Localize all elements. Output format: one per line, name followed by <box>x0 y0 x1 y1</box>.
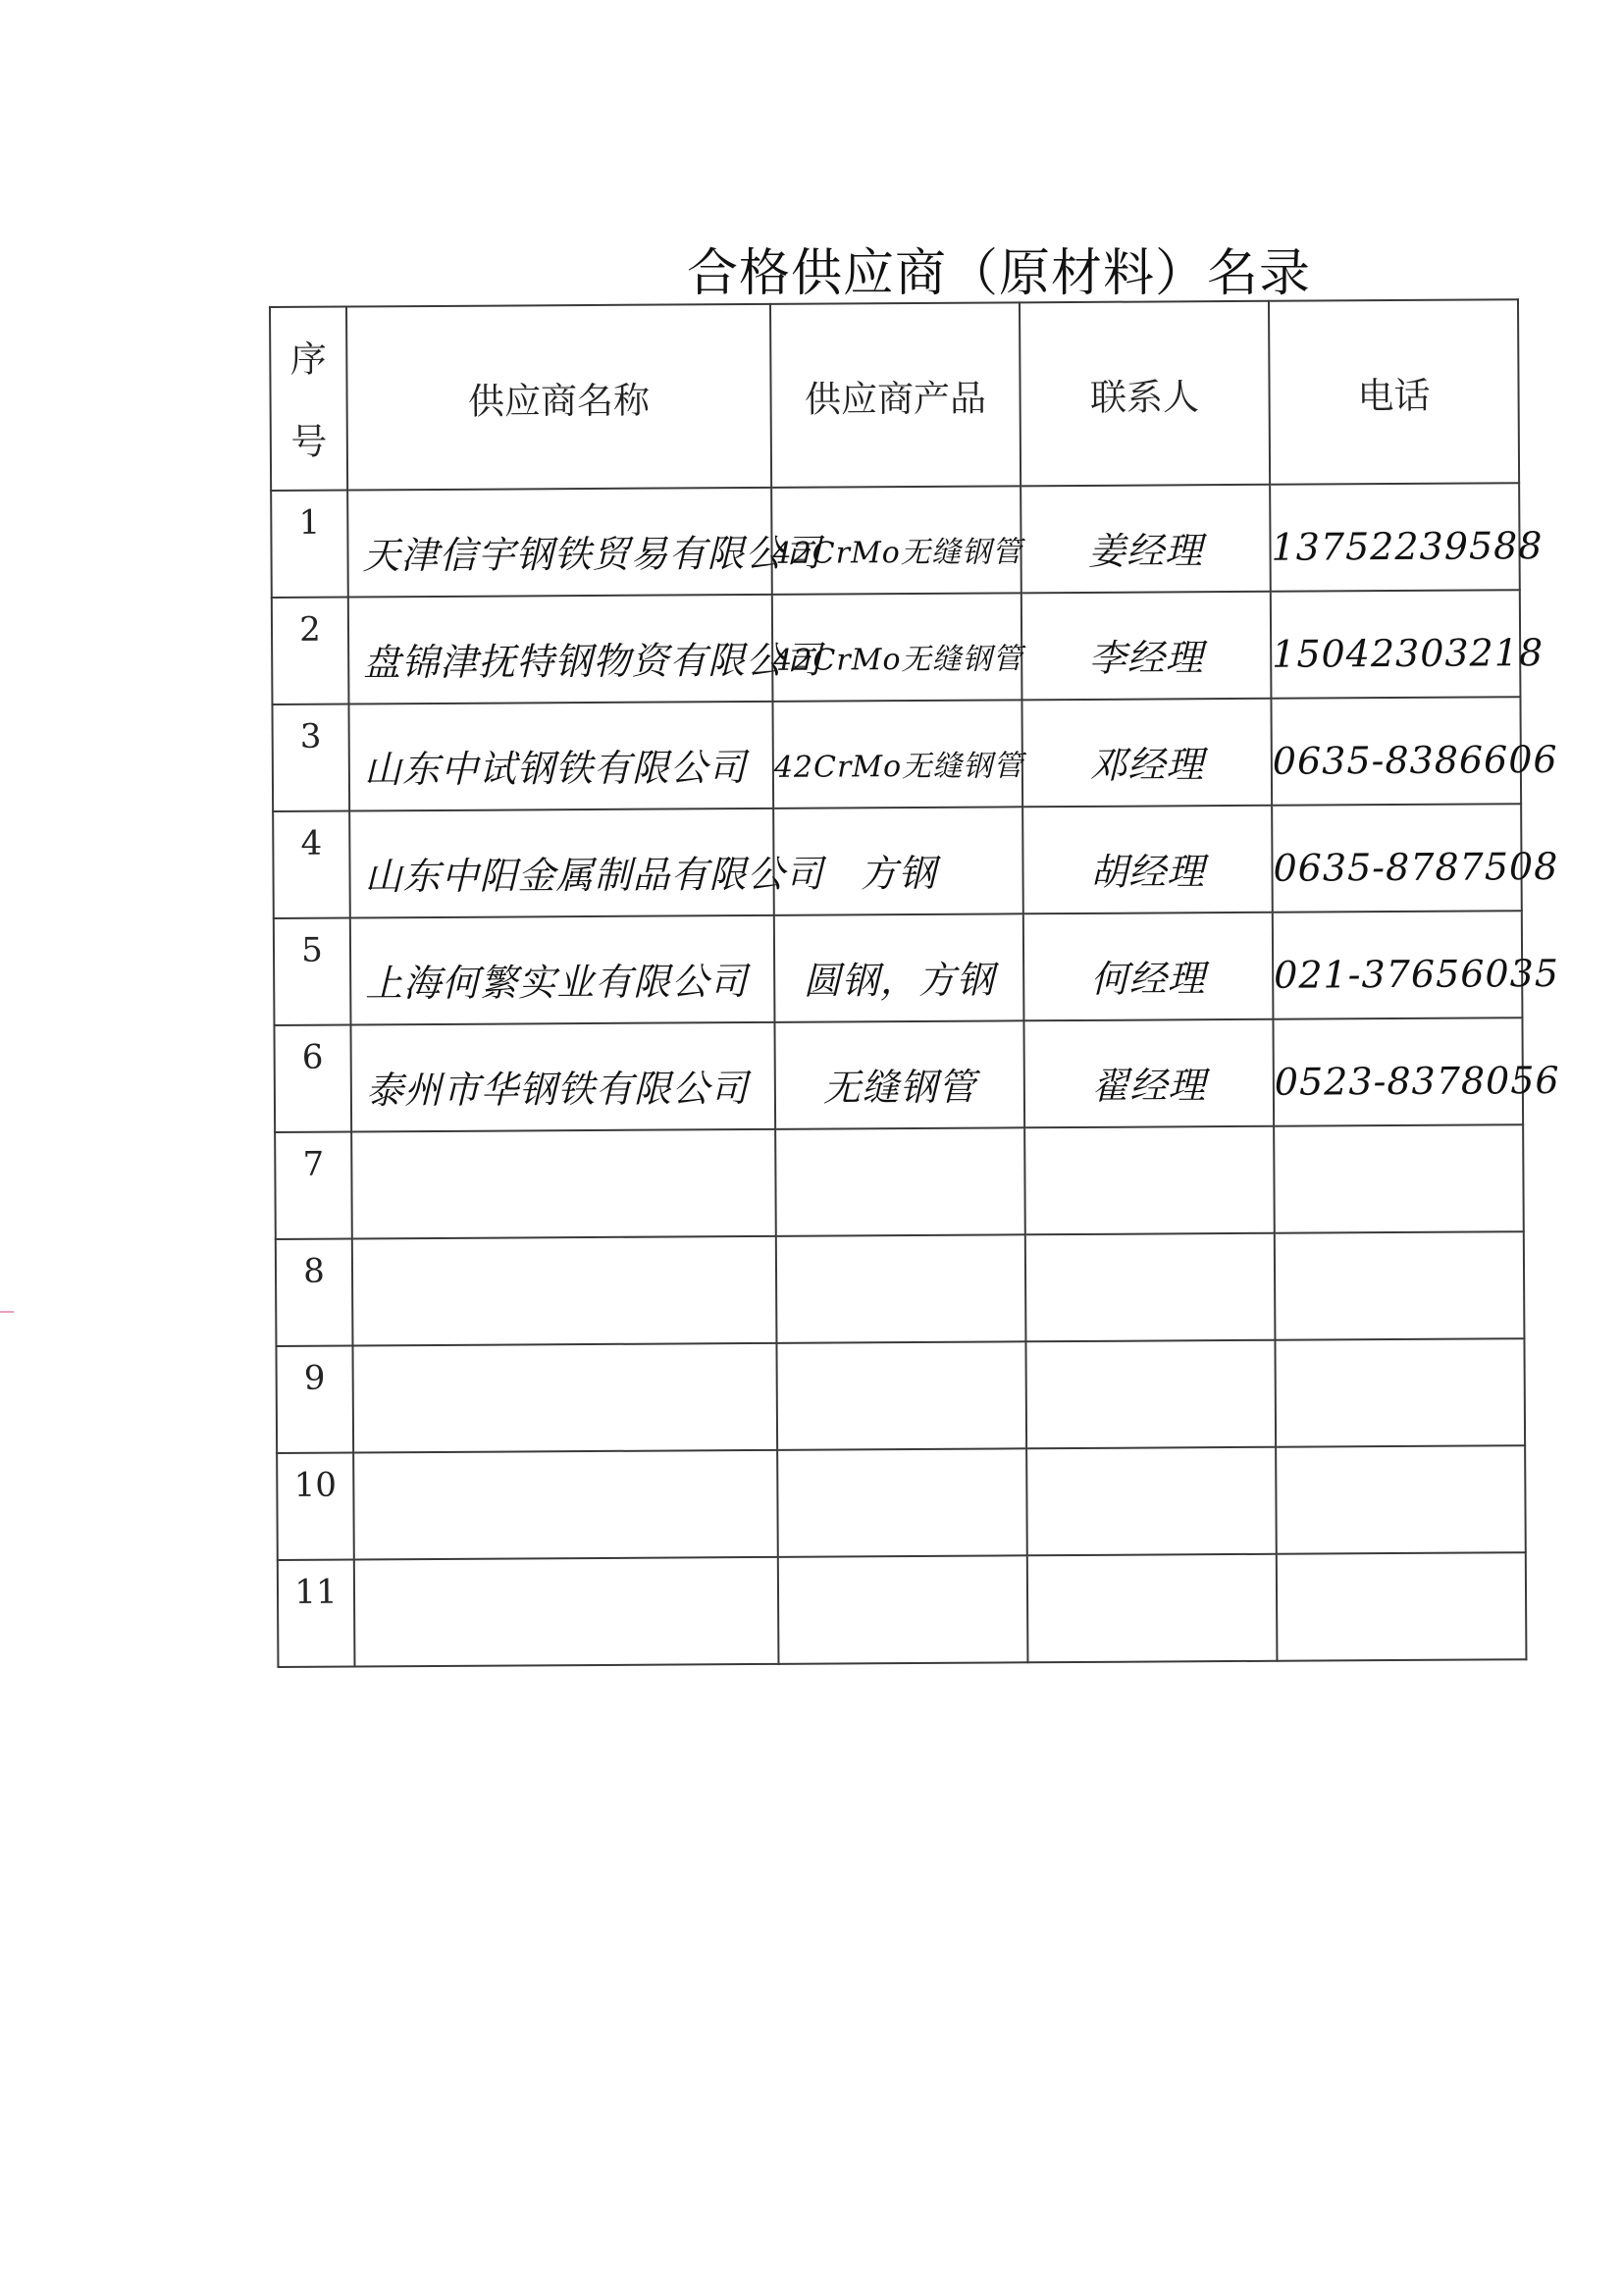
supplier-product: 42CrMo无缝钢管 <box>772 593 1022 702</box>
phone-number <box>1274 1124 1524 1233</box>
row-index: 3 <box>272 704 349 811</box>
header-index <box>270 307 347 491</box>
contact-person: 胡经理 <box>1022 806 1273 914</box>
supplier-product: 42CrMo无缝钢管 <box>771 486 1021 595</box>
row-index: 4 <box>273 811 350 918</box>
row-index: 10 <box>277 1452 354 1559</box>
supplier-name: 山东中试钢铁有限公司 <box>348 702 773 811</box>
table-row <box>277 1445 1526 1560</box>
phone-number: 0635-8787508 <box>1272 804 1522 913</box>
row-index: 7 <box>275 1132 352 1239</box>
table-header-row <box>270 299 1519 491</box>
supplier-name <box>354 1557 779 1667</box>
scan-margin-mark <box>0 1311 14 1313</box>
header-index-bottom: 号 <box>290 420 328 463</box>
table-row <box>274 911 1523 1025</box>
supplier-name: 上海何繁实业有限公司 <box>350 915 775 1025</box>
supplier-name: 天津信宇钢铁贸易有限公司 <box>347 488 772 598</box>
contact-person <box>1025 1340 1276 1449</box>
table-row <box>276 1231 1525 1346</box>
phone-number: 021-37656035 <box>1273 911 1523 1019</box>
header-contact: 联系人 <box>1020 301 1270 487</box>
supplier-product: 圆钢，方钢 <box>774 913 1024 1022</box>
supplier-product: 无缝钢管 <box>774 1020 1024 1129</box>
table-row <box>271 483 1520 598</box>
contact-person: 邓经理 <box>1021 699 1272 808</box>
header-index-top: 序 <box>289 338 327 381</box>
supplier-table <box>269 298 1560 1668</box>
supplier-product <box>776 1234 1026 1343</box>
supplier-name: 泰州市华钢铁有限公司 <box>350 1022 775 1132</box>
row-index: 9 <box>276 1345 353 1452</box>
phone-number: 0635-8386606 <box>1271 697 1521 806</box>
row-index: 6 <box>274 1025 351 1132</box>
header-phone: 电话 <box>1269 299 1519 485</box>
phone-number <box>1275 1231 1525 1340</box>
contact-person <box>1024 1126 1275 1235</box>
contact-person <box>1025 1233 1276 1342</box>
contact-person: 姜经理 <box>1021 485 1271 594</box>
supplier-name: 山东中阳金属制品有限公司 <box>349 809 774 918</box>
supplier-name <box>353 1450 778 1560</box>
supplier-table-wrapper <box>269 298 1560 1668</box>
phone-number: 15042303218 <box>1271 590 1521 699</box>
table-row <box>272 590 1521 704</box>
supplier-product <box>776 1341 1026 1450</box>
contact-person <box>1026 1447 1277 1556</box>
phone-number <box>1277 1552 1527 1661</box>
supplier-name <box>352 1236 777 1346</box>
page-title: 合格供应商（原材料）名录 <box>687 244 1312 303</box>
contact-person: 翟经理 <box>1023 1019 1274 1128</box>
header-supplier-product: 供应商产品 <box>770 302 1021 488</box>
supplier-name <box>351 1129 776 1239</box>
table-row <box>276 1338 1525 1453</box>
row-index: 2 <box>272 598 349 704</box>
phone-number <box>1275 1338 1525 1447</box>
row-index: 5 <box>274 918 351 1025</box>
supplier-product <box>778 1555 1028 1664</box>
row-index: 11 <box>278 1559 355 1666</box>
contact-person: 何经理 <box>1023 913 1274 1021</box>
table-row <box>273 804 1522 918</box>
supplier-name: 盘锦津抚特钢物资有限公司 <box>348 595 773 704</box>
phone-number: 13752239588 <box>1270 483 1520 592</box>
contact-person <box>1027 1554 1278 1663</box>
phone-number <box>1276 1445 1526 1554</box>
supplier-product: 42CrMo无缝钢管 <box>772 700 1022 809</box>
table-row <box>275 1124 1524 1239</box>
phone-number: 0523-8378056 <box>1273 1018 1523 1126</box>
table-row <box>274 1018 1523 1132</box>
supplier-product <box>775 1127 1025 1236</box>
table-row <box>278 1552 1527 1667</box>
contact-person: 李经理 <box>1021 592 1272 701</box>
row-index: 8 <box>276 1238 353 1345</box>
supplier-product: 方钢 <box>773 807 1023 915</box>
supplier-product <box>777 1448 1027 1557</box>
row-index: 1 <box>271 491 348 598</box>
supplier-name <box>352 1343 777 1453</box>
table-row <box>272 697 1521 811</box>
header-supplier-name: 供应商名称 <box>346 304 771 491</box>
